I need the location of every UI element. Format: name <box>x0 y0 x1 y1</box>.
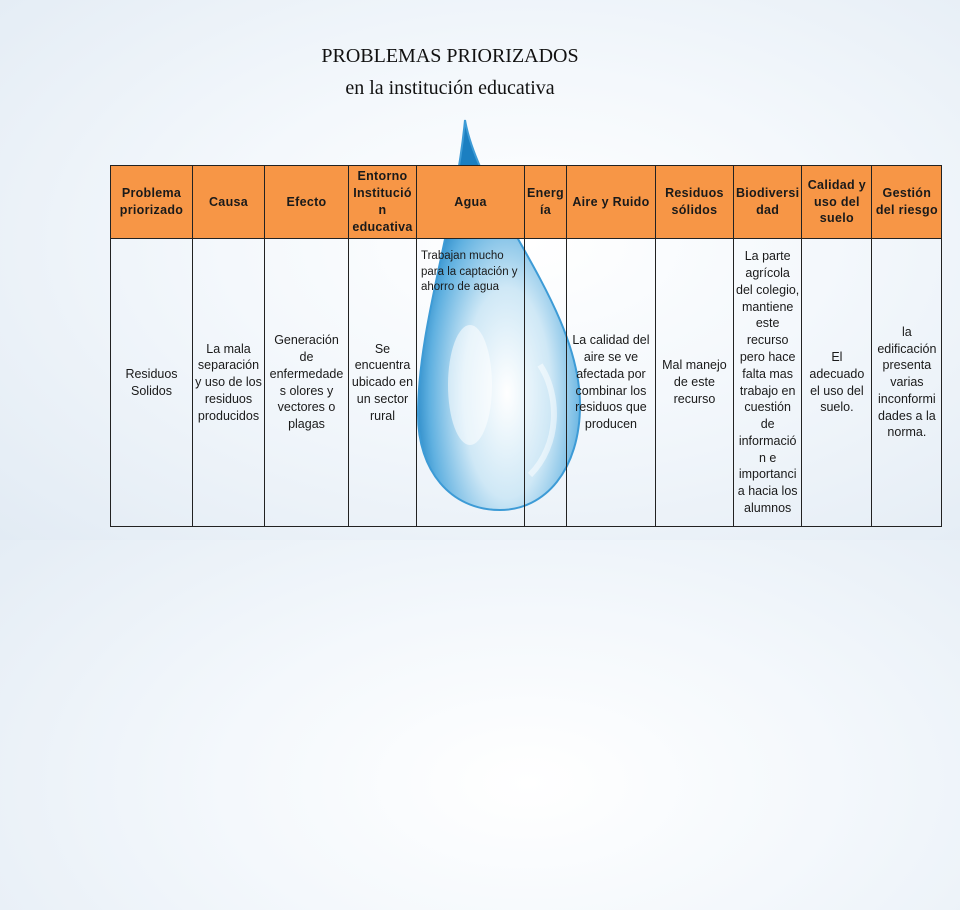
cell-agua-text: Trabajan mucho para la captación y ahorro de agua <box>421 250 518 293</box>
cell-aire: La calidad del aire se ve afectada por combinar los residuos que producen <box>566 239 655 527</box>
cell-riesgo: la edificación presenta varias inconformi dades a la norma. <box>872 239 942 527</box>
header-riesgo: Gestión del riesgo <box>872 166 942 239</box>
header-problema: Problema priorizado <box>111 166 193 239</box>
header-agua: Agua <box>417 166 525 239</box>
problems-table <box>110 165 942 527</box>
cell-problema: Residuos Solidos <box>111 239 193 527</box>
cell-efecto: Generación de enfermedade s olores y vectores o plagas <box>265 239 349 527</box>
page-title <box>240 40 660 104</box>
decor-stripe-dark <box>0 0 15 882</box>
cell-causa: La mala separación y uso de los residuos producidos <box>193 239 265 527</box>
cell-residuos: Mal manejo de este recurso <box>655 239 733 527</box>
header-causa: Causa <box>193 166 265 239</box>
header-suelo: Calidad y uso del suelo <box>802 166 872 239</box>
title-line-1: PROBLEMAS PRIORIZADOS <box>321 45 579 67</box>
table-row <box>111 239 942 527</box>
header-entorno: Entorno Institució n educativa <box>349 166 417 239</box>
cell-agua <box>417 239 525 527</box>
title-line-2: en la institución educativa <box>345 77 555 99</box>
cell-energia <box>525 239 567 527</box>
header-energia: Energ ía <box>525 166 567 239</box>
cell-suelo: El adecuado el uso del suelo. <box>802 239 872 527</box>
header-biodiversidad: Biodiversi dad <box>733 166 801 239</box>
cell-biodiversidad: La parte agrícola del colegio, mantiene este recurso pero hace falta mas trabajo en cuestión de informació n e importanci a hacia los alumnos <box>733 239 801 527</box>
header-efecto: Efecto <box>265 166 349 239</box>
header-aire: Aire y Ruido <box>566 166 655 239</box>
header-residuos: Residuos sólidos <box>655 166 733 239</box>
table-header-row <box>111 166 942 239</box>
cell-entorno: Se encuentra ubicado en un sector rural <box>349 239 417 527</box>
